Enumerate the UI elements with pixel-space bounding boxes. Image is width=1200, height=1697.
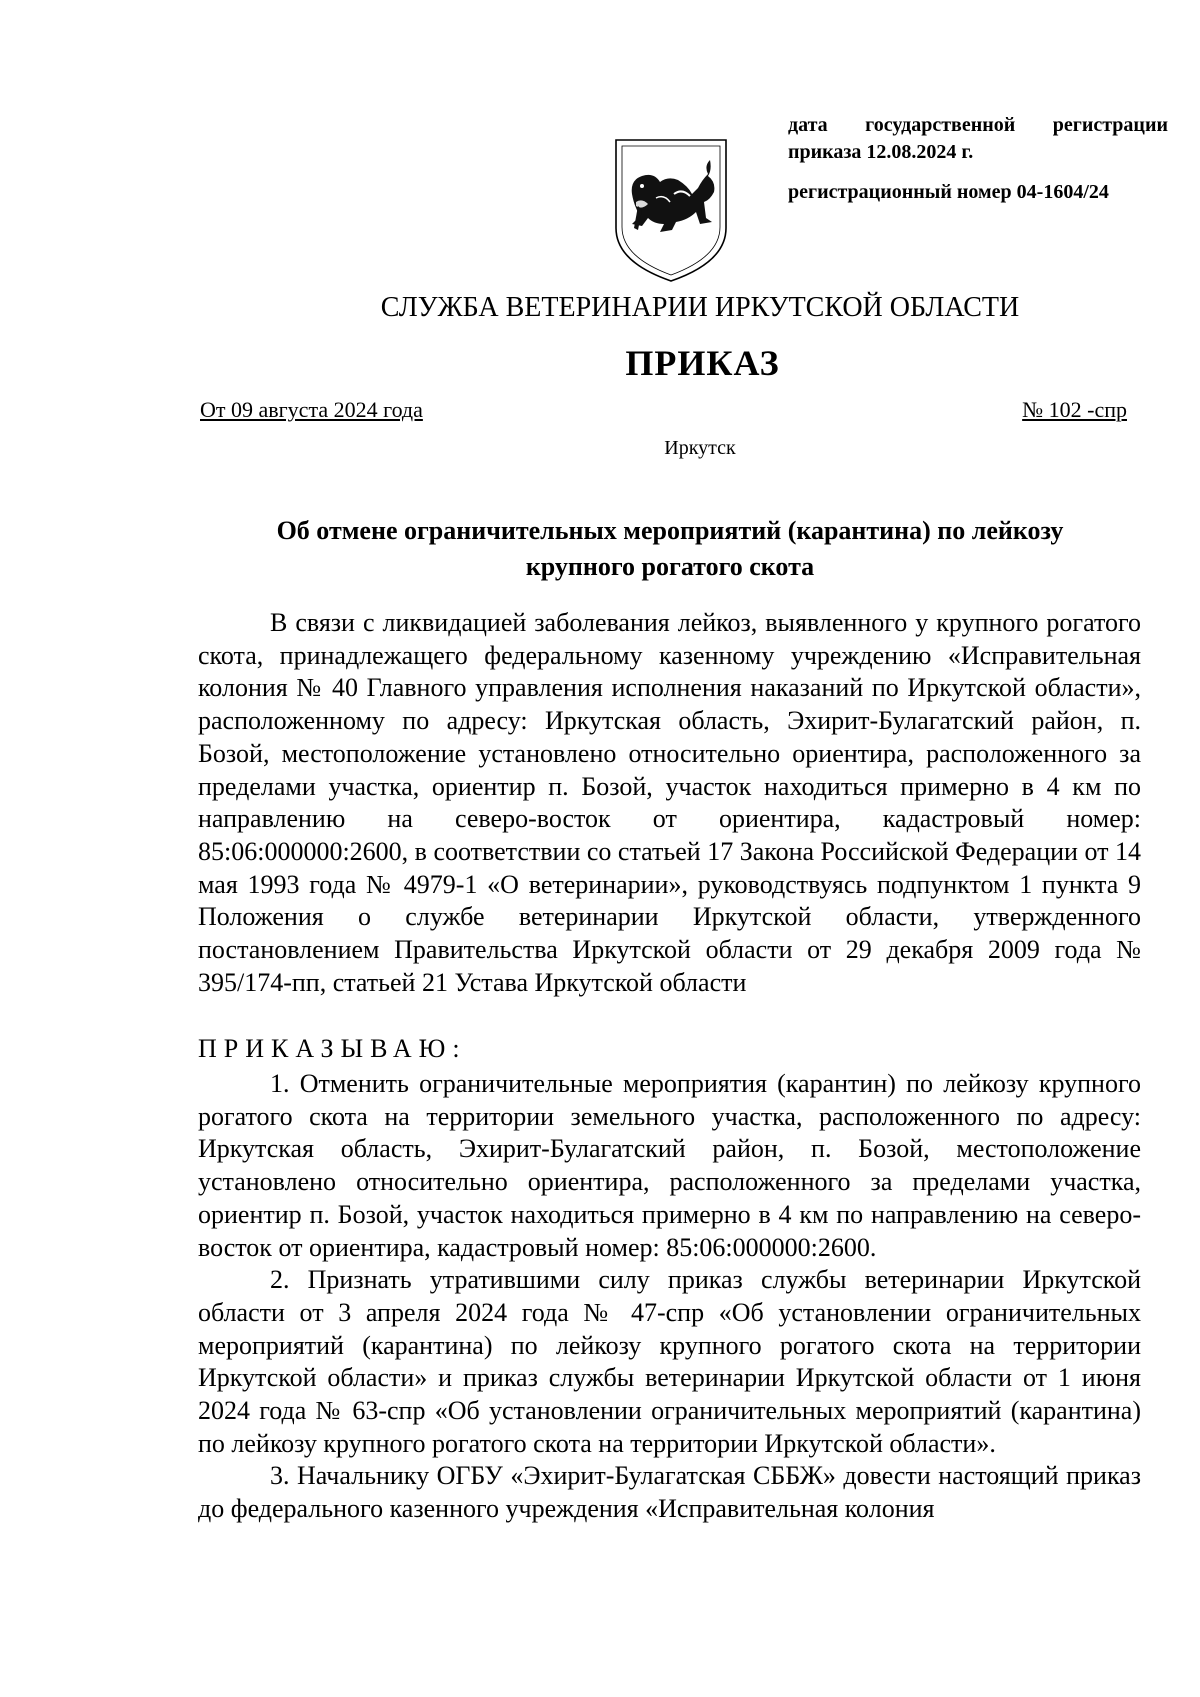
order-number: № 102 -спр [1022, 397, 1127, 422]
order-item-1: 1. Отменить ограничительные мероприятия (карантин) по лейкозу крупного рогатого скота на территории земельного участка, расположенного по адресу: Иркутская область, Эхирит-Булагатский район, п. Бозой, местоположение установлено относительно ориентира, расположенного за пределами участка, ориентир п. Бозой, участок находиться примерно в 4 км по направлению на северо-восток от ориентира, кадастровый номер: 85:06:000000:2600. [198, 1069, 1141, 1262]
order-city: Иркутск [664, 437, 736, 459]
registration-number: регистрационный номер 04-1604/24 [788, 181, 1109, 203]
registration-line-1: дата государственной регистрации [788, 114, 1168, 136]
registration-line-2: приказа 12.08.2024 г. [788, 141, 974, 163]
order-date: От 09 августа 2024 года [200, 397, 423, 422]
order-subject [230, 513, 1110, 585]
subject-line-2: крупного рогатого скота [525, 552, 815, 581]
registration-stamp [788, 112, 1168, 206]
preamble-text: В связи с ликвидацией заболевания лейкоз, выявленного у крупного рогатого скота, принадлежащего федеральному казенному учреждению «Исправительная колония № 40 Главного управления исполнения наказаний по Иркутской области», расположенному по адресу: Иркутская область, Эхирит-Булагатский район, п. Бозой, местоположение установлено относительно ориентира, расположенного за пределами участка, ориентир п. Бозой, участок находиться примерно в 4 км по направлению на северо-восток от ориентира, кадастровый номер: 85:06:000000:2600, в соответствии со статьей 17 Закона Российской Федерации от 14 мая 1993 года № 4979-1 «О ветеринарии», руководствуясь подпунктом 1 пункта 9 Положения о службе ветеринарии Иркутской области, утвержденного постановлением Правительства Иркутской области от 29 декабря 2009 года № 395/174-пп, статьей 21 Устава Иркутской области [198, 608, 1141, 997]
coat-of-arms-icon [612, 136, 730, 284]
order-item-3: 3. Начальнику ОГБУ «Эхирит-Булагатская СББЖ» довести настоящий приказ до федерального казенного учреждения «Исправительная колония [198, 1461, 1141, 1524]
organization-name: СЛУЖБА ВЕТЕРИНАРИИ ИРКУТСКОЙ ОБЛАСТИ [380, 292, 1020, 323]
order-items [198, 1068, 1141, 1526]
order-word: ПРИКАЗЫВАЮ: [198, 1034, 467, 1063]
preamble [198, 607, 1141, 999]
order-item-2: 2. Признать утратившими силу приказ службы ветеринарии Иркутской области от 3 апреля 2024 года № 47-спр «Об установлении ограничительных мероприятий (карантина) по лейкозу крупного рогатого скота на территории Иркутской области» и приказ службы ветеринарии Иркутской области от 1 июня 2024 года № 63-спр «Об установлении ограничительных мероприятий (карантина) по лейкозу крупного рогатого скота на территории Иркутской области». [198, 1265, 1141, 1458]
subject-line-1: Об отмене ограничительных мероприятий (карантина) по лейкозу [276, 516, 1064, 545]
document-type: ПРИКАЗ [625, 343, 780, 383]
